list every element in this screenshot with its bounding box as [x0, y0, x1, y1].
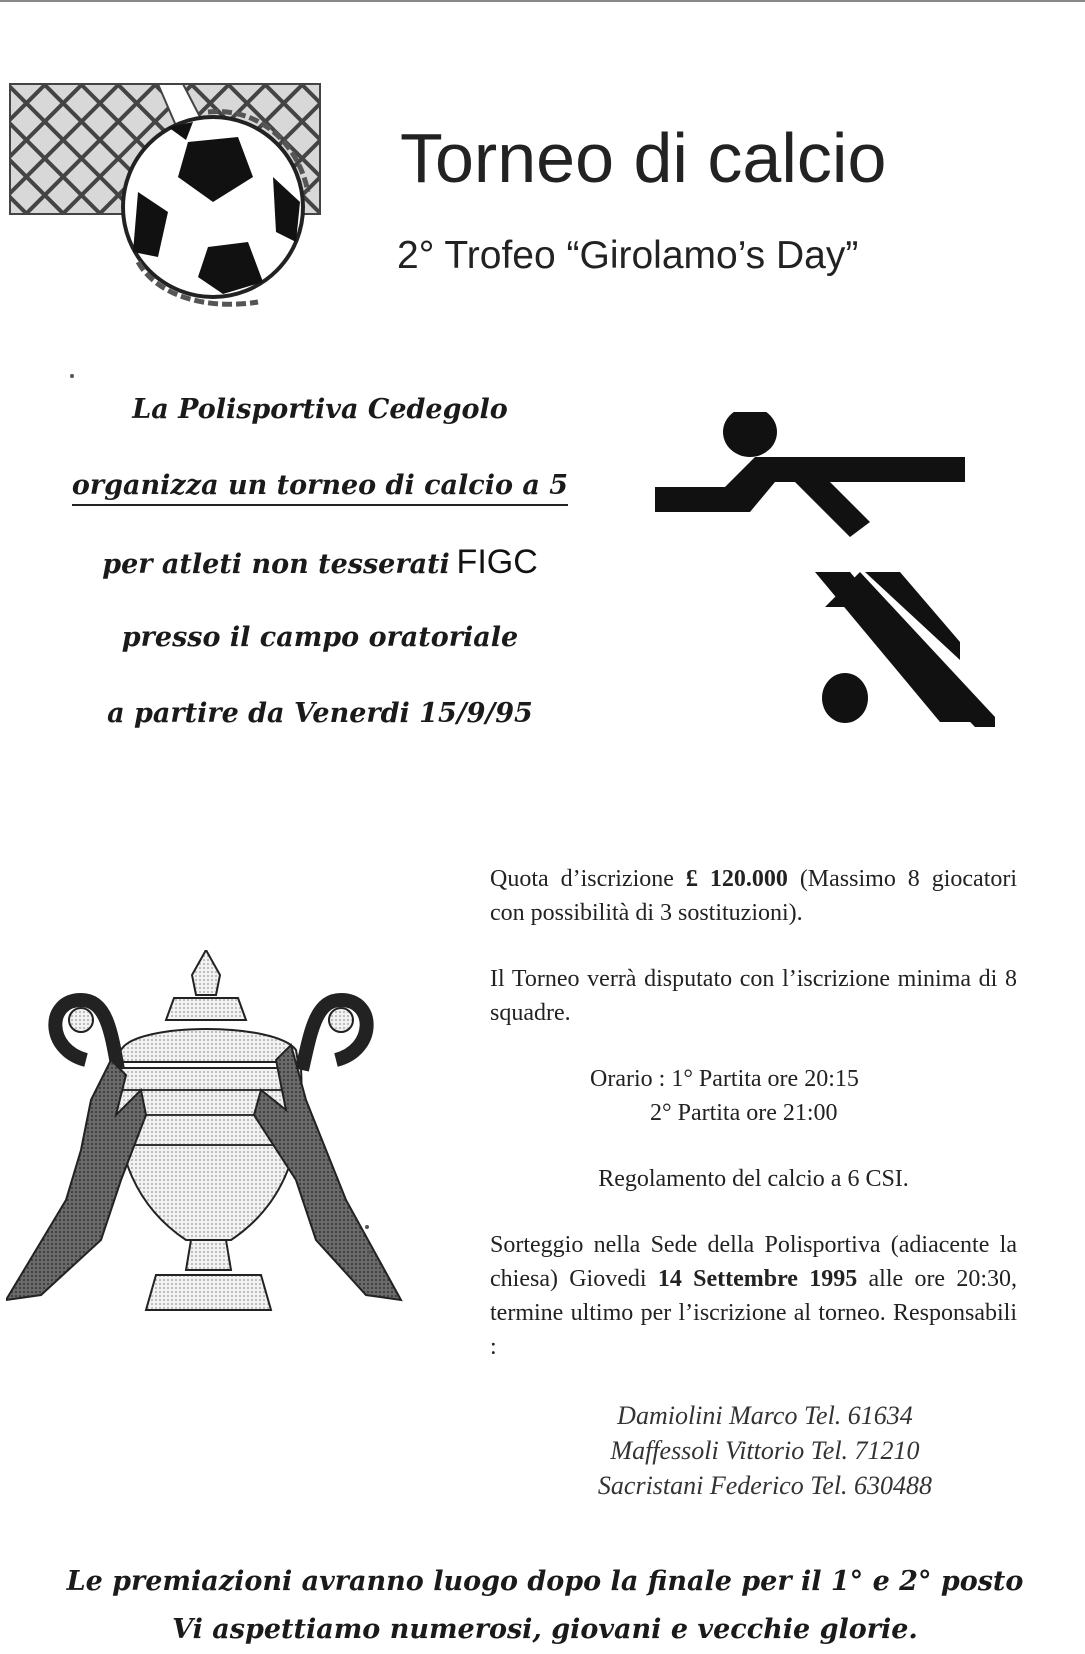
contacts-list: [555, 1398, 975, 1503]
schedule-match-2: 2° Partita ore 21:00: [650, 1100, 838, 1126]
soccer-ball-net-illustration: [8, 82, 338, 322]
draw-paragraph: [490, 1228, 1017, 1364]
contact-item: Maffessoli Vittorio Tel. 71210: [610, 1436, 920, 1465]
fee-note: (Massimo 8 giocatori con possibilità di 3 sostituzioni).: [490, 866, 1018, 926]
player-body-icon: [655, 457, 965, 537]
fee-label: Quota d’iscrizione: [490, 866, 674, 892]
player-head-icon: [723, 412, 777, 457]
ball-pictogram-icon: [822, 673, 868, 723]
footer-block: [40, 1558, 1050, 1654]
intro-line-venue: presso il campo oratoriale: [121, 622, 519, 653]
page-title: Torneo di calcio: [400, 119, 887, 197]
scan-speck: [365, 1225, 369, 1229]
footer-invitation-line: Vi aspettiamo numerosi, giovani e vecchie glorie.: [172, 1614, 918, 1645]
schedule-label: Orario :: [590, 1066, 666, 1092]
scan-edge-line: [0, 0, 1085, 2]
intro-line-eligibility-text: per atleti non tesserati: [102, 549, 450, 580]
fee-amount: £ 120.000: [685, 866, 788, 892]
figc-label: FIGC: [456, 543, 538, 581]
schedule-match-1: 1° Partita ore 20:15: [671, 1066, 859, 1092]
trophy-cup-icon: [115, 1068, 301, 1240]
intro-line-tournament-text: organizza un torneo di calcio a 5: [72, 470, 568, 506]
intro-line-eligibility: [60, 542, 580, 618]
intro-line-tournament: [60, 466, 580, 542]
contact-item: Sacristani Federico Tel. 630488: [597, 1471, 933, 1500]
draw-text-a: Sorteggio nella Sede della Polisportiva (adiacente la chiesa) Giovedi: [490, 1232, 1017, 1292]
footer-awards-line: Le premiazioni avranno luogo dopo la finale per il 1° e 2° posto: [66, 1566, 1024, 1597]
rules-line: Regolamento del calcio a 6 CSI.: [598, 1166, 909, 1192]
info-block: [490, 862, 1017, 1062]
minimum-teams-paragraph: Il Torneo verrà disputato con l’iscrizione minima di 8 squadre.: [490, 966, 1017, 1026]
schedule-block: [590, 1062, 859, 1130]
contact-item: Damiolini Marco Tel. 61634: [617, 1401, 913, 1430]
registration-fee-paragraph: [490, 862, 1017, 930]
intro-line-start-date: a partire da Venerdi 15/9/95: [107, 698, 533, 729]
intro-line-organizer: La Polisportiva Cedegolo: [132, 394, 508, 425]
intro-block: [60, 390, 580, 770]
page-subtitle: 2° Trofeo “Girolamo’s Day”: [397, 234, 859, 277]
scan-speck: [367, 1250, 371, 1254]
draw-date: 14 Settembre 1995: [657, 1266, 858, 1292]
trophy-with-hands-illustration: [6, 950, 426, 1390]
draw-text-b: alle ore 20:30, termine ultimo per l’iscrizione al torneo. Responsabili :: [490, 1266, 1018, 1360]
football-player-pictogram: [655, 412, 1025, 762]
scan-speck: [70, 374, 74, 378]
